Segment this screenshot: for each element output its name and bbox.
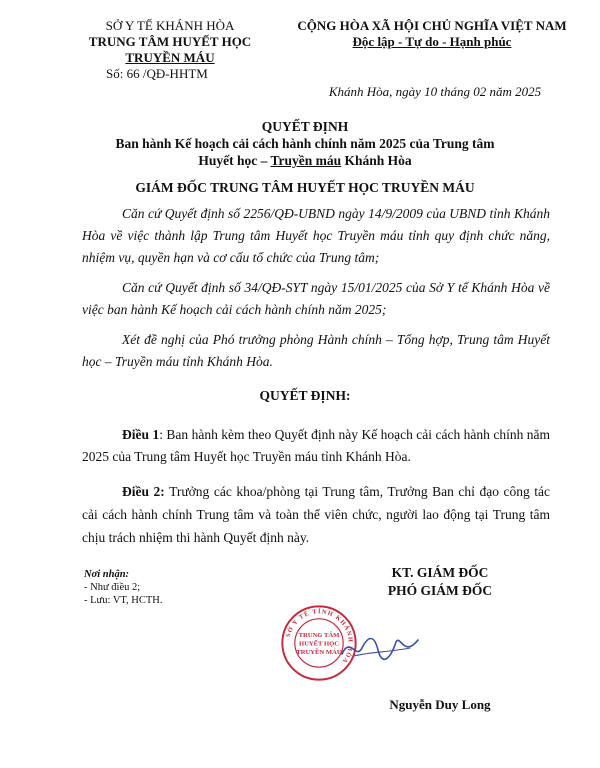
issuing-agency — [70, 18, 270, 82]
signature-title-line2: PHÓ GIÁM ĐỐC — [387, 583, 493, 598]
document-number: Số: 66 /QĐ-HHTM — [106, 66, 208, 81]
preamble-3: Xét đề nghị của Phó trưởng phòng Hành chính – Tổng hợp, Trung tâm Huyết học – Truyền máu tỉnh Khánh Hòa. — [82, 332, 550, 369]
article-1 — [82, 424, 550, 468]
handwritten-signature-icon — [340, 630, 420, 664]
preamble-2: Căn cứ Quyết định số 34/QĐ-SYT ngày 15/01/2025 của Sở Y tế Khánh Hòa về việc ban hành Kế hoạch cải cách hành chính năm 2025; — [82, 280, 550, 317]
agency-name-line1: TRUNG TÂM HUYẾT HỌC — [88, 34, 252, 49]
recipient-item: - Như điều 2; — [84, 582, 141, 593]
seal-inner-line1: TRUNG TÂM — [298, 631, 340, 639]
title-line2-pre: Huyết học – — [198, 153, 271, 168]
title-line2-underlined: Truyền máu — [270, 153, 342, 168]
article-1-text: : Ban hành kèm theo Quyết định này Kế hoạch cải cách hành chính năm 2025 của Trung tâm Huyết học Truyền máu tỉnh Khánh Hòa. — [82, 427, 551, 464]
issue-date: Khánh Hòa, ngày 10 tháng 02 năm 2025 — [328, 84, 542, 99]
decision-heading: QUYẾT ĐỊNH: — [259, 388, 351, 403]
signer-name: Nguyễn Duy Long — [389, 697, 491, 712]
article-2 — [82, 480, 550, 549]
signature-title-line1: KT. GIÁM ĐỐC — [391, 565, 489, 580]
title-line1: Ban hành Kế hoạch cải cách hành chính năm 2025 của Trung tâm — [115, 136, 495, 151]
seal-inner-line3: TRUYỀN MÁU — [296, 648, 342, 656]
signature-title — [340, 564, 540, 600]
title-heading: QUYẾT ĐỊNH — [261, 119, 349, 134]
preamble-1: Căn cứ Quyết định số 2256/QĐ-UBND ngày 14/9/2009 của UBND tỉnh Khánh Hòa về việc thành lập Trung tâm Huyết học Truyền máu tỉnh quy định chức năng, nhiệm vụ, quyền hạn và cơ cấu tổ chức của Trung tâm; — [82, 206, 550, 265]
national-motto — [282, 18, 582, 50]
motto: Độc lập - Tự do - Hạnh phúc — [352, 34, 512, 49]
article-1-label: Điều 1 — [122, 427, 160, 442]
title-line2 — [60, 152, 550, 169]
article-2-text: Trưởng các khoa/phòng tại Trung tâm, Trưởng Ban chỉ đạo công tác cải cách hành chính Trung tâm và toàn thể viên chức, người lao động tại Trung tâm chịu trách nhiệm thi hành Quyết định này. — [82, 484, 550, 545]
agency-parent: SỞ Y TẾ KHÁNH HÒA — [105, 18, 235, 33]
article-2-label: Điều 2: — [122, 484, 165, 499]
seal-outer-text: SỞ Y TẾ TỈNH KHÁNH HÒA — [284, 608, 354, 665]
recipients — [84, 568, 284, 607]
recipients-heading: Nơi nhận: — [84, 569, 130, 580]
country-name: CỘNG HÒA XÃ HỘI CHỦ NGHĨA VIỆT NAM — [297, 18, 567, 33]
agency-name-line2: TRUYỀN MÁU — [125, 50, 215, 65]
seal-inner-line2: HUYẾT HỌC — [298, 640, 340, 648]
document-title — [60, 118, 550, 169]
recipient-item: - Lưu: VT, HCTH. — [84, 595, 163, 606]
title-line2-post: Khánh Hòa — [341, 153, 412, 168]
director-heading: GIÁM ĐỐC TRUNG TÂM HUYẾT HỌC TRUYỀN MÁU — [135, 180, 475, 195]
